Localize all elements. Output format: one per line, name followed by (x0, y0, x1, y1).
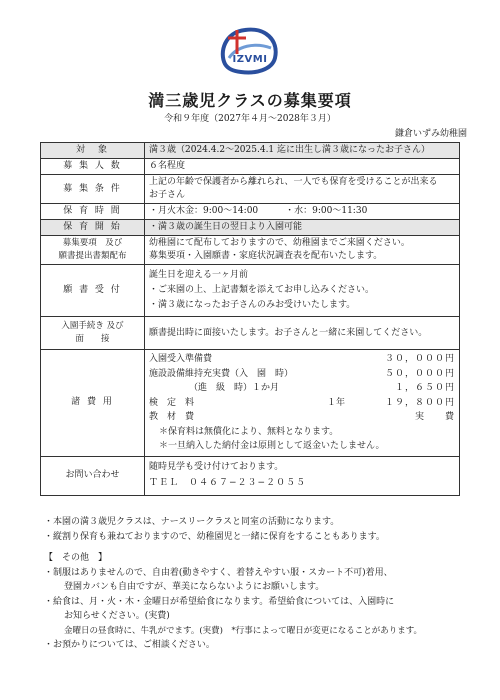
fee-name: 施設設備維持充実費（入 園 時） (149, 368, 294, 379)
row-value-capacity: ６名程度 (145, 159, 460, 175)
table-row (41, 220, 460, 236)
other-heading: 【 その他 】 (44, 553, 108, 563)
label-line: 面 接 (75, 334, 110, 344)
table-row (41, 456, 460, 495)
fee-name: 検 定 料 (149, 397, 195, 408)
label-line: 入園手続き 及び (61, 321, 124, 331)
note-line: 金曜日の昼食時に、牛乳がでます。(実費) *行事によって曜日が変更になることがあります。 (64, 625, 423, 636)
text-line: 誕生日を迎える一ヶ月前 (149, 270, 249, 280)
fee-amount: １，６５０円 (394, 383, 455, 393)
row-value-contact (145, 456, 460, 495)
fee-item (149, 367, 455, 382)
text-line: 随時見学も受け付けております。 (149, 461, 284, 472)
fee-item (149, 381, 455, 396)
row-label-conditions: 募 集 条 件 (41, 175, 145, 204)
label-line: 募集要項 及び (62, 238, 123, 248)
row-value-interview: 願書提出時に面接いたします。お子さんと一緒に来園してください。 (145, 317, 460, 350)
note-line: お知らせください。(実費) (64, 611, 170, 621)
row-value-distribution (145, 236, 460, 265)
school-logo (215, 24, 285, 76)
row-label-distribution (41, 236, 145, 265)
row-label-target: 対 象 (41, 143, 145, 159)
note-line: ・縦割り保育も兼ねておりますので、幼稚園児と一緒に保育をすることもあります。 (44, 531, 385, 542)
text-line: 上記の年齢で保護者から離れられ、一人でも保育を受けることが出来る (149, 177, 438, 187)
fee-item (149, 410, 455, 425)
row-value-conditions (145, 175, 460, 204)
table-row (41, 204, 460, 220)
fee-item (149, 352, 455, 367)
table-row (41, 317, 460, 350)
row-value-application (145, 265, 460, 317)
row-label-start: 保 育 開 始 (41, 220, 145, 236)
table-row (41, 143, 460, 159)
row-label-contact: お問い合わせ (41, 456, 145, 495)
row-label-hours: 保 育 時 間 (41, 204, 145, 220)
logo-emblem-icon (215, 24, 285, 76)
fee-amount: 実 費 (414, 412, 455, 422)
note-line: ・お預かりについては、ご相談ください。 (44, 640, 215, 650)
table-row (41, 159, 460, 175)
table-row (41, 175, 460, 204)
row-value-start: ・満３歳の誕生日の翌日より入園可能 (145, 220, 460, 236)
note-line: 登園カバンも自由ですが、華美にならないようにお願いします。 (64, 582, 325, 592)
note-line: ・制服はありませんので、自由着(動きやすく、着替えやすい服・スカート不可)着用、 (44, 567, 393, 578)
notes-section (44, 515, 464, 653)
note-line: ・本園の満３歳児クラスは、ナースリークラスと同室の活動になります。 (44, 517, 340, 527)
text-line: お子さん (149, 190, 186, 200)
text-line: 幼稚園にて配布しておりますので、幼稚園までご来園ください。 (149, 238, 410, 248)
table-row (41, 350, 460, 457)
row-label-application: 願 書 受 付 (41, 265, 145, 317)
fee-amount: ３０，０００円 (384, 354, 455, 364)
school-name: 鎌倉いずみ幼稚園 (394, 129, 467, 139)
row-label-interview (41, 317, 145, 350)
text-line: ・満３歳になったお子さんのみお受けいたします。 (149, 300, 356, 310)
fee-amount: ５０，０００円 (384, 368, 455, 379)
phone-number: ＴＥＬ ０４６７−２３−２０５５ (149, 477, 307, 488)
page-title: 満三歳児クラスの募集要項 (148, 91, 352, 110)
row-label-fees: 諸 費 用 (41, 350, 145, 457)
logo-text: IZVMI (232, 54, 268, 65)
fee-amount: １９，８００円 (384, 397, 455, 408)
row-value-hours: ・月火木金：9:00〜14:00 ・水：9:00〜11:30 (145, 204, 460, 220)
row-value-target: 満３歳（2024.4.2〜2025.4.1 迄に出生し満３歳になったお子さん） (145, 143, 460, 159)
row-label-capacity: 募 集 人 数 (41, 159, 145, 175)
fiscal-year-subtitle: 令和９年度（2027年４月〜2028年３月） (164, 114, 336, 124)
table-row (41, 265, 460, 317)
label-line: 願書提出書類配布 (58, 251, 127, 261)
recruitment-table (40, 142, 460, 496)
row-value-fees (145, 350, 460, 457)
fee-note: ＊一旦納入した納付金は原則として返金いたしません。 (159, 441, 385, 451)
fee-note: ＊保育料は無償化により、無料となります。 (159, 426, 339, 437)
note-line: ・給食は、月・火・木・金曜日が希望給食になります。希望給食については、入園時に (44, 596, 395, 607)
fee-name: 入園受入準備費 (149, 354, 213, 364)
fee-name: 教 材 費 (149, 412, 195, 422)
table-row (41, 236, 460, 265)
text-line: ・ご来園の上、上記書類を添えてお申し込みください。 (149, 285, 375, 295)
fee-item (149, 396, 455, 411)
text-line: 募集要項・入園願書・家庭状況調査表を配布いたします。 (149, 251, 383, 261)
fee-name: （進 級 時）１か月 (189, 383, 280, 393)
fee-period: １年 (326, 397, 345, 408)
